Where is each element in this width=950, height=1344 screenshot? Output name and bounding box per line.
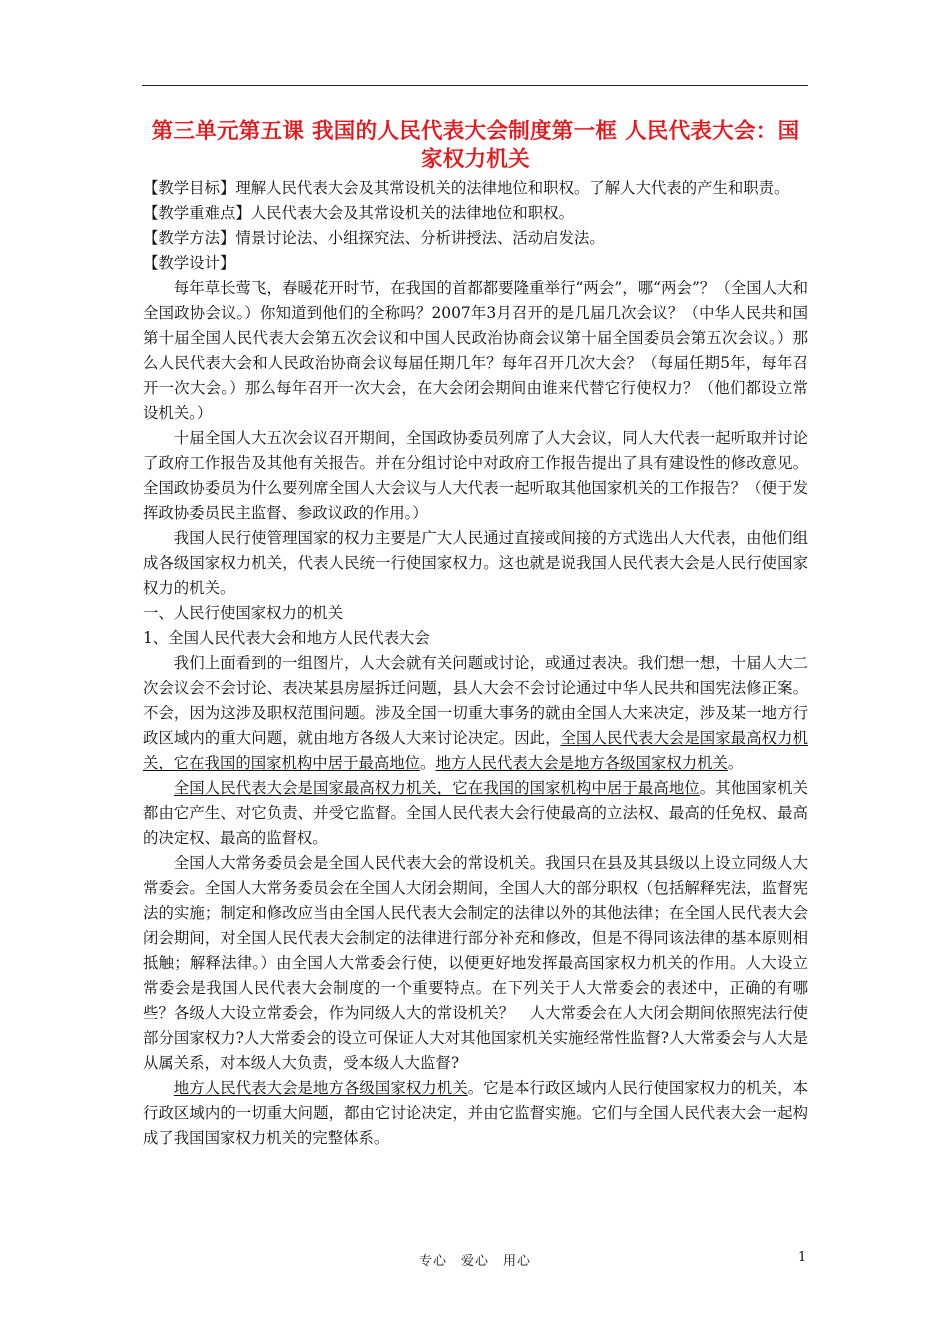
key-points <box>143 201 808 226</box>
key-points-text: 人民代表大会及其常设机关的法律地位和职权。 <box>250 204 574 222</box>
underlined-local-congress-2: 地方人民代表大会是地方各级国家权力机关 <box>173 1079 468 1097</box>
methods-label: 【教学方法】 <box>143 229 236 247</box>
page-footer <box>0 1250 950 1270</box>
page-number: 1 <box>798 1250 807 1265</box>
underlined-npc-highest: 全国人民代表大会是国家最高权力机关，它在我国的国家机构中居于最高地位 <box>143 729 808 772</box>
section-heading: 一、人民行使国家权力的机关 <box>143 604 344 622</box>
paragraph-local-congress <box>143 1076 808 1151</box>
header-rule <box>142 85 808 86</box>
para5-text: 。其他国家机关都由它产生、对它负责、并受它监督。全国人民代表大会行使最高的立法权、最高的任免权、最高的决定权、最高的监督权。 <box>143 779 808 847</box>
teaching-design-label: 【教学设计】 <box>143 254 236 272</box>
footer-motto: 专心 爱心 用心 <box>418 1254 531 1269</box>
paragraph-intro: 每年草长莺飞，春暖花开时节，在我国的首都都要隆重举行“两会”，哪“两会”？（全国人大和全国政协会议。）你知道到他们的全称吗？2007年3月召开的是几届几次会议？（中华人民共和国第十届全国人民代表大会第五次会议和中国人民政治协商会议第十届全国委员会第五次会议。）那么人民代表大会和人民政治协商会议每届任期几年？每年召开几次大会？（每届任期5年，每年召开一次大会。）那么每年召开一次大会，在大会闭会期间由谁来代替它行使权力？（他们都设立常设机关。） <box>143 279 808 422</box>
goals-text: 理解人民代表大会及其常设机关的法律地位和职权。了解人大代表的产生和职责。 <box>235 179 790 197</box>
para7-text: 。它是本行政区域内人民行使国家权力的机关，本行政区域内的一切重大问题，都由它讨论决定，并由它监督实施。它们与全国人民代表大会一起构成了我国国家权力机关的完整体系。 <box>143 1079 808 1147</box>
key-points-label: 【教学重难点】 <box>143 204 251 222</box>
document-title: 第三单元第五课 我国的人民代表大会制度第一框 人民代表大会：国家权力机关 <box>151 119 800 172</box>
paragraph-power: 我国人民行使管理国家的权力主要是广大人民通过直接或间接的方式选出人大代表，由他们组成各级国家权力机关，代表人民统一行使国家权力。这也就是说我国人民代表大会是人民行使国家权力的机关。 <box>143 529 808 597</box>
teaching-goals <box>143 176 808 201</box>
para4-text: 我们上面看到的一组图片，人大会就有关问题或讨论，或通过表决。我们想一想，十届人大二次会议会不会讨论、表决某县房屋拆迁问题，县人大会不会讨论通过中华人民共和国宪法修正案。不会，因为这涉及职权范围问题。涉及全国一切重大事务的就由全国人大来决定，涉及某一地方行政区域内的重大问题，就由地方各级人大来讨论决定。因此， <box>143 654 808 747</box>
paragraph-npc-powers <box>143 776 808 851</box>
goals-label: 【教学目标】 <box>143 179 236 197</box>
methods-text: 情景讨论法、小组探究法、分析讲授法、活动启发法。 <box>235 229 605 247</box>
para4-end: 。 <box>727 754 744 772</box>
paragraph-standing-committee: 全国人大常务委员会是全国人民代表大会的常设机关。我国只在县及其县级以上设立同级人大常委会。全国人大常务委员会在全国人大闭会期间，全国人大的部分职权（包括解释宪法，监督宪法的实施；制定和修改应当由全国人民代表大会制定的法律以外的其他法律；在全国人民代表大会闭会期间，对全国人民代表大会制定的法律进行部分补充和修改，但是不得同该法律的基本原则相抵触；解释法律。）由全国人大常委会行使，以便更好地发挥最高国家权力机关的作用。人大设立常委会是我国人民代表大会制度的一个重要特点。在下列关于人大常委会的表述中，正确的有哪些？各级人大设立常委会，作为同级人大的常设机关？ 人大常委会在人大闭会期间依照宪法行使部分国家权力?人大常委会的设立可保证人大对其他国家机关实施经常性监督?人大常委会与人大是从属关系，对本级人大负责，受本级人大监督? <box>143 854 808 1072</box>
document-body <box>143 118 808 1151</box>
teaching-methods <box>143 226 808 251</box>
paragraph-npc-local <box>143 651 808 776</box>
subsection-heading: 1、全国人民代表大会和地方人民代表大会 <box>143 629 430 647</box>
para4-sep: 。 <box>420 754 436 772</box>
paragraph-cppcc: 十届全国人大五次会议召开期间，全国政协委员列席了人大会议，同人大代表一起听取并讨论了政府工作报告及其他有关报告。并在分组讨论中对政府工作报告提出了具有建设性的修改意见。全国政协委员为什么要列席全国人大会议与人大代表一起听取其他国家机关的工作报告？（便于发挥政协委员民主监督、参政议政的作用。） <box>143 429 808 522</box>
underlined-local-congress: 地方人民代表大会是地方各级国家权力机关 <box>435 754 728 772</box>
underlined-npc-highest-2: 全国人民代表大会是国家最高权力机关，它在我国的国家机构中居于最高地位 <box>173 779 700 797</box>
